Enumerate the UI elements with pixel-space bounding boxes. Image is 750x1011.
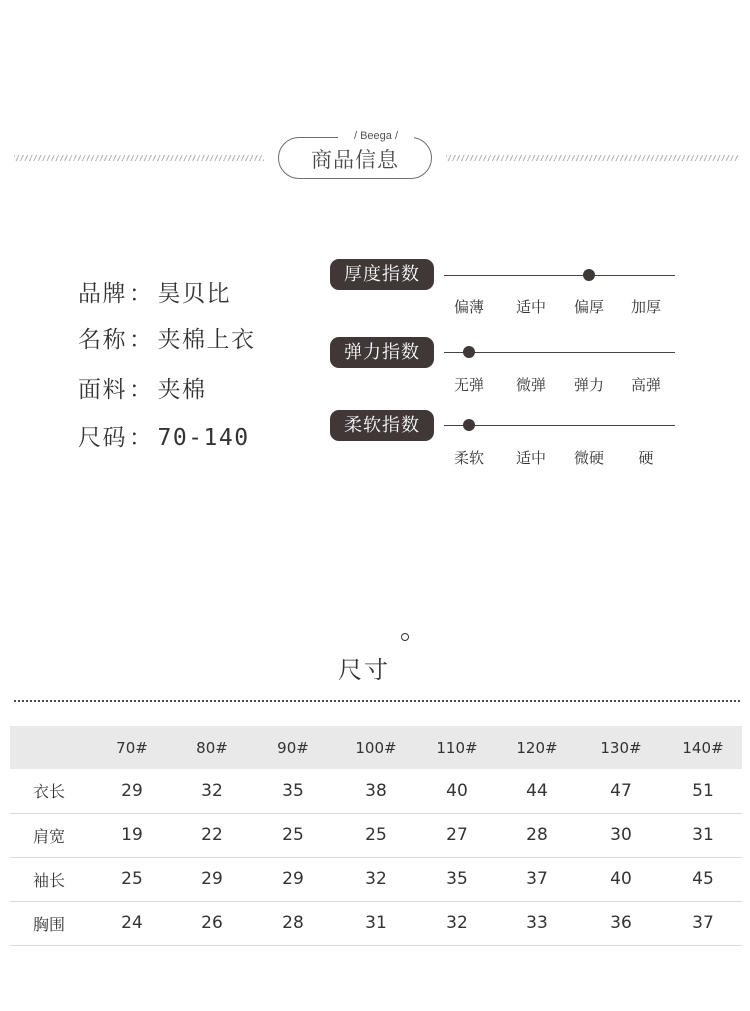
info-value: 70-140 [157, 425, 250, 451]
table-cell: 37 [526, 869, 548, 889]
info-name [78, 321, 256, 354]
index-title-pill: 厚度指数 [330, 259, 434, 290]
index-marker-dot [463, 346, 475, 358]
table-cell: 40 [446, 780, 468, 801]
index-option-label: 偏薄 [453, 298, 484, 316]
index-option-label: 硬 [638, 449, 654, 467]
table-cell: 40 [610, 869, 632, 889]
section-title-badge [278, 137, 432, 179]
table-cell: 37 [692, 913, 714, 933]
info-label: 面料 [78, 377, 127, 403]
size-column-header: 120# [516, 738, 558, 757]
info-value: 昊贝比 [157, 281, 231, 307]
index-scale-line [444, 352, 675, 353]
table-cell: 30 [610, 825, 632, 845]
table-cell: 45 [692, 869, 714, 889]
size-column-header: 130# [600, 738, 642, 757]
table-cell: 25 [365, 825, 387, 845]
brand-tag: / Beega / [338, 129, 414, 143]
index-option-label: 无弹 [453, 376, 484, 394]
table-cell: 35 [446, 869, 468, 889]
size-column-header: 100# [355, 738, 397, 757]
header-hatch-left [14, 155, 264, 161]
index-option-label: 适中 [515, 298, 546, 316]
table-cell: 26 [201, 913, 223, 933]
table-cell: 51 [692, 780, 714, 801]
table-cell: 29 [121, 780, 143, 801]
table-cell: 19 [121, 825, 143, 845]
table-row [10, 813, 742, 857]
table-cell: 31 [692, 825, 714, 845]
info-sep: ： [129, 327, 154, 353]
info-value: 夹棉 [157, 377, 207, 403]
index-option-label: 弹力 [573, 376, 604, 394]
table-cell: 32 [201, 780, 223, 801]
table-row [10, 901, 742, 945]
info-fabric [78, 371, 207, 404]
index-scale-line [444, 425, 675, 426]
info-sep: ： [129, 281, 154, 307]
table-cell: 38 [365, 780, 387, 801]
table-row [10, 857, 742, 901]
info-sep: ： [129, 377, 154, 403]
row-label: 衣长 [33, 782, 66, 802]
table-cell: 32 [446, 913, 468, 933]
size-table-corner [10, 726, 92, 769]
table-cell: 29 [282, 869, 304, 889]
size-table-header [10, 726, 742, 769]
table-cell: 24 [121, 913, 143, 933]
table-cell: 35 [282, 780, 304, 801]
section-title: 商品信息 [311, 148, 399, 172]
index-option-label: 微弹 [515, 376, 546, 394]
table-cell: 28 [282, 913, 304, 933]
size-column-header: 140# [682, 738, 724, 757]
index-option-label: 适中 [515, 449, 546, 467]
dotted-divider [14, 700, 740, 702]
index-option-label: 偏厚 [573, 298, 604, 316]
size-column-header: 70# [116, 738, 148, 757]
size-table [10, 726, 742, 946]
info-sep: ： [129, 425, 154, 451]
size-title: 尺寸 [338, 656, 390, 684]
index-option-label: 微硬 [573, 449, 604, 467]
row-label: 胸围 [33, 914, 66, 934]
info-label: 品牌 [78, 281, 127, 307]
table-row [10, 769, 742, 813]
info-value: 夹棉上衣 [157, 327, 256, 353]
row-label: 肩宽 [33, 826, 66, 846]
index-option-label: 高弹 [630, 376, 661, 394]
info-brand [78, 275, 231, 308]
info-size [78, 419, 250, 452]
size-column-header: 80# [196, 738, 228, 757]
table-cell: 31 [365, 913, 387, 933]
index-title-pill: 柔软指数 [330, 410, 434, 441]
degree-mark [401, 633, 409, 641]
table-cell: 25 [282, 825, 304, 845]
size-column-header: 90# [277, 738, 309, 757]
table-cell: 32 [365, 869, 387, 889]
table-cell: 47 [610, 780, 632, 801]
index-title-pill: 弹力指数 [330, 337, 434, 368]
table-cell: 28 [526, 825, 548, 845]
table-cell: 33 [526, 913, 548, 933]
index-scale-line [444, 275, 675, 276]
index-option-label: 柔软 [453, 449, 484, 467]
header-hatch-right [446, 155, 738, 161]
row-label: 袖长 [33, 870, 66, 890]
index-marker-dot [583, 269, 595, 281]
table-cell: 29 [201, 869, 223, 889]
index-option-label: 加厚 [630, 298, 661, 316]
size-column-header: 110# [436, 738, 478, 757]
info-label: 尺码 [78, 425, 127, 451]
index-marker-dot [463, 419, 475, 431]
table-cell: 22 [201, 825, 223, 845]
table-cell: 44 [526, 780, 548, 801]
table-cell: 36 [610, 913, 632, 933]
info-label: 名称 [78, 327, 127, 353]
table-cell: 25 [121, 869, 143, 889]
table-cell: 27 [446, 825, 468, 845]
